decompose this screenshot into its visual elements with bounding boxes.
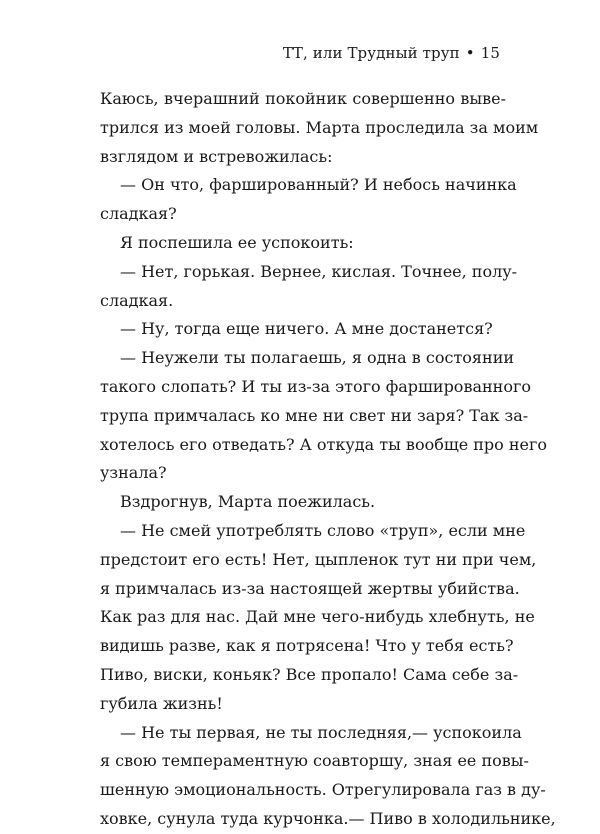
text-line: Я поспешила ее успокоить: [120, 232, 354, 252]
text-line: губила жизнь! [100, 693, 223, 713]
text-line: ховке, сунула туда курчонка.— Пиво в холодильнике, [100, 808, 556, 828]
page-number: 15 [480, 44, 500, 62]
text-line: — Неужели ты полагаешь, я одна в состоянии [120, 348, 515, 368]
text-line: — Ну, тогда еще ничего. А мне достанется? [120, 319, 493, 339]
text-line: Каюсь, вчерашний покойник совершенно выве- [100, 89, 506, 108]
body-text [100, 85, 556, 834]
text-line: трился из моей головы. Марта проследила за моим [100, 117, 539, 137]
text-line: — Не ты первая, не ты последняя,— успокоила [120, 722, 522, 742]
text-line: я свою темпераментную соавторшу, зная ее повы- [100, 751, 529, 771]
text-line: взглядом и встревожилась: [100, 146, 333, 166]
text-line: трупа примчалась ко мне ни свет ни заря? Так за- [100, 405, 529, 425]
text-line: шенную эмоциональность. Отрегулировала газ в ду- [100, 780, 546, 800]
text-line: сладкая. [100, 290, 174, 310]
header-separator: • [465, 44, 475, 62]
text-line: — Нет, горькая. Вернее, кислая. Точнее, полу- [120, 261, 518, 281]
text-line: видишь разве, как я потрясена! Что у тебя есть? [100, 636, 514, 656]
text-line: сладкая? [100, 204, 177, 224]
text-line: — Не смей употреблять слово «труп», если мне [120, 520, 526, 540]
text-line: узнала? [100, 463, 167, 483]
running-head [283, 43, 500, 63]
text-line: — Он что, фаршированный? И небось начинка [120, 175, 517, 195]
text-line: Вздрогнув, Марта поежилась. [120, 492, 376, 512]
text-line: Пиво, виски, коньяк? Все пропало! Сама себе за- [100, 664, 519, 684]
text-line: Как раз для нас. Дай мне чего-нибудь хлебнуть, не [100, 607, 535, 627]
running-title: ТТ, или Трудный труп [282, 44, 460, 62]
text-line: такого слопать? И ты из-за этого фаршированного [100, 376, 531, 396]
text-line: хотелось его отведать? А откуда ты вообще про него [100, 434, 548, 454]
text-line: я примчалась из-за настоящей жертвы убийства. [100, 578, 520, 598]
text-line: предстоит его есть! Нет, цыпленок тут ни при чем, [100, 549, 537, 569]
